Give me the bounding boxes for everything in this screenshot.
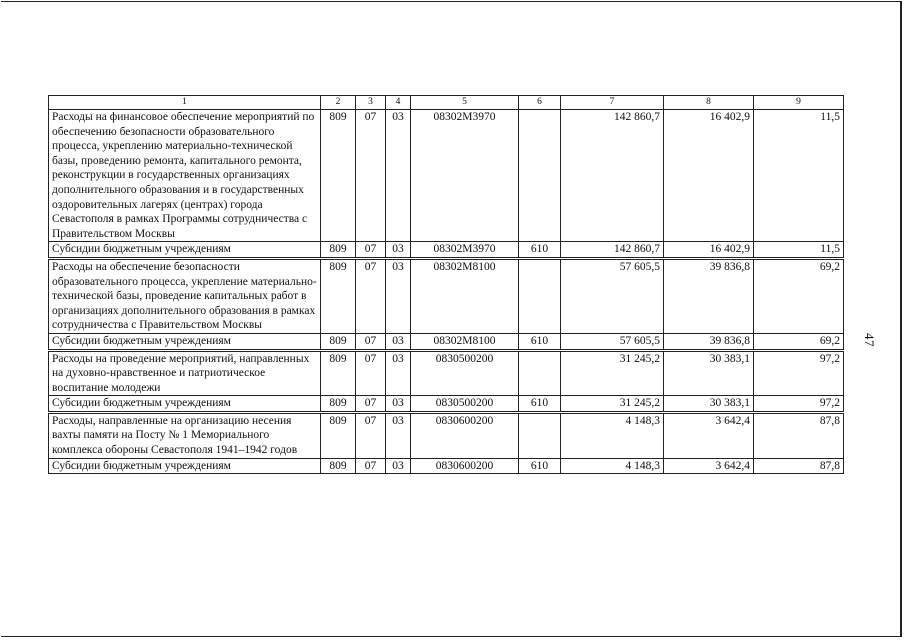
plan-amount: 31 245,2	[561, 396, 664, 413]
fact-amount: 16 402,9	[664, 110, 754, 242]
header-cell: 9	[754, 96, 844, 110]
subsection-code: 03	[386, 350, 411, 396]
execution-percent: 97,2	[754, 350, 844, 396]
expense-type-code: 610	[519, 458, 561, 474]
expense-type-code: 610	[519, 333, 561, 350]
section-code: 07	[356, 412, 386, 458]
expense-name: Расходы, направленные на организацию несения вахты памяти на Посту № 1 Мемориального комплекса обороны Севастополя 1941–1942 годов	[49, 412, 321, 458]
fact-amount: 16 402,9	[664, 242, 754, 259]
execution-percent: 69,2	[754, 258, 844, 333]
fact-amount: 3 642,4	[664, 458, 754, 474]
subsection-code: 03	[386, 458, 411, 474]
table-row	[49, 333, 844, 350]
execution-percent: 87,8	[754, 412, 844, 458]
fact-amount: 3 642,4	[664, 412, 754, 458]
header-cell: 4	[386, 96, 411, 110]
ved-code: 809	[321, 412, 356, 458]
target-article-code: 0830600200	[411, 412, 519, 458]
expense-name: Субсидии бюджетным учреждениям	[49, 396, 321, 413]
ved-code: 809	[321, 350, 356, 396]
table-row	[49, 110, 844, 242]
subsection-code: 03	[386, 258, 411, 333]
execution-percent: 11,5	[754, 242, 844, 259]
execution-percent: 97,2	[754, 396, 844, 413]
table-row	[49, 258, 844, 333]
plan-amount: 57 605,5	[561, 258, 664, 333]
expense-type-code	[519, 350, 561, 396]
plan-amount: 142 860,7	[561, 110, 664, 242]
ved-code: 809	[321, 110, 356, 242]
plan-amount: 142 860,7	[561, 242, 664, 259]
subsection-code: 03	[386, 110, 411, 242]
subsection-code: 03	[386, 333, 411, 350]
target-article-code: 0830500200	[411, 350, 519, 396]
fact-amount: 39 836,8	[664, 258, 754, 333]
expense-type-code	[519, 412, 561, 458]
target-article-code: 08302М3970	[411, 110, 519, 242]
execution-percent: 87,8	[754, 458, 844, 474]
fact-amount: 30 383,1	[664, 350, 754, 396]
target-article-code: 08302М3970	[411, 242, 519, 259]
table-row	[49, 242, 844, 259]
header-cell: 5	[411, 96, 519, 110]
target-article-code: 08302М8100	[411, 258, 519, 333]
subsection-code: 03	[386, 396, 411, 413]
page-number: 47	[862, 333, 877, 347]
section-code: 07	[356, 458, 386, 474]
plan-amount: 4 148,3	[561, 412, 664, 458]
expense-name: Расходы на обеспечение безопасности образовательного процесса, укрепление материально-технической базы, проведение капитальных работ в организациях дополнительного образования в рамках сотрудничества с Правительством Москвы	[49, 258, 321, 333]
plan-amount: 31 245,2	[561, 350, 664, 396]
ved-code: 809	[321, 242, 356, 259]
section-code: 07	[356, 242, 386, 259]
subsection-code: 03	[386, 412, 411, 458]
table-row	[49, 350, 844, 396]
budget-table	[48, 95, 844, 474]
section-code: 07	[356, 333, 386, 350]
header-cell: 2	[321, 96, 356, 110]
section-code: 07	[356, 350, 386, 396]
ved-code: 809	[321, 458, 356, 474]
target-article-code: 08302М8100	[411, 333, 519, 350]
expense-name: Расходы на финансовое обеспечение мероприятий по обеспечению безопасности образовательного процесса, укреплению материально-технической базы, проведению ремонта, капитального ремонта, реконструкции в государственных организациях дополнительного образования и в государственных оздоровительных лагерях (центрах) города Севастополя в рамках Программы сотрудничества с Правительством Москвы	[49, 110, 321, 242]
plan-amount: 4 148,3	[561, 458, 664, 474]
expense-name: Субсидии бюджетным учреждениям	[49, 458, 321, 474]
plan-amount: 57 605,5	[561, 333, 664, 350]
expense-name: Субсидии бюджетным учреждениям	[49, 242, 321, 259]
section-code: 07	[356, 258, 386, 333]
section-code: 07	[356, 110, 386, 242]
expense-name: Расходы на проведение мероприятий, направленных на духовно-нравственное и патриотическое воспитание молодежи	[49, 350, 321, 396]
header-cell: 6	[519, 96, 561, 110]
ved-code: 809	[321, 333, 356, 350]
execution-percent: 69,2	[754, 333, 844, 350]
header-cell: 8	[664, 96, 754, 110]
table-row	[49, 396, 844, 413]
header-cell: 7	[561, 96, 664, 110]
section-code: 07	[356, 396, 386, 413]
subsection-code: 03	[386, 242, 411, 259]
expense-type-code: 610	[519, 242, 561, 259]
table-row	[49, 458, 844, 474]
fact-amount: 39 836,8	[664, 333, 754, 350]
execution-percent: 11,5	[754, 110, 844, 242]
fact-amount: 30 383,1	[664, 396, 754, 413]
header-row	[49, 96, 844, 110]
expense-type-code	[519, 110, 561, 242]
header-cell: 1	[49, 96, 321, 110]
expense-name: Субсидии бюджетным учреждениям	[49, 333, 321, 350]
table-row	[49, 412, 844, 458]
expense-type-code	[519, 258, 561, 333]
ved-code: 809	[321, 396, 356, 413]
target-article-code: 0830500200	[411, 396, 519, 413]
header-cell: 3	[356, 96, 386, 110]
expense-type-code: 610	[519, 396, 561, 413]
ved-code: 809	[321, 258, 356, 333]
target-article-code: 0830600200	[411, 458, 519, 474]
